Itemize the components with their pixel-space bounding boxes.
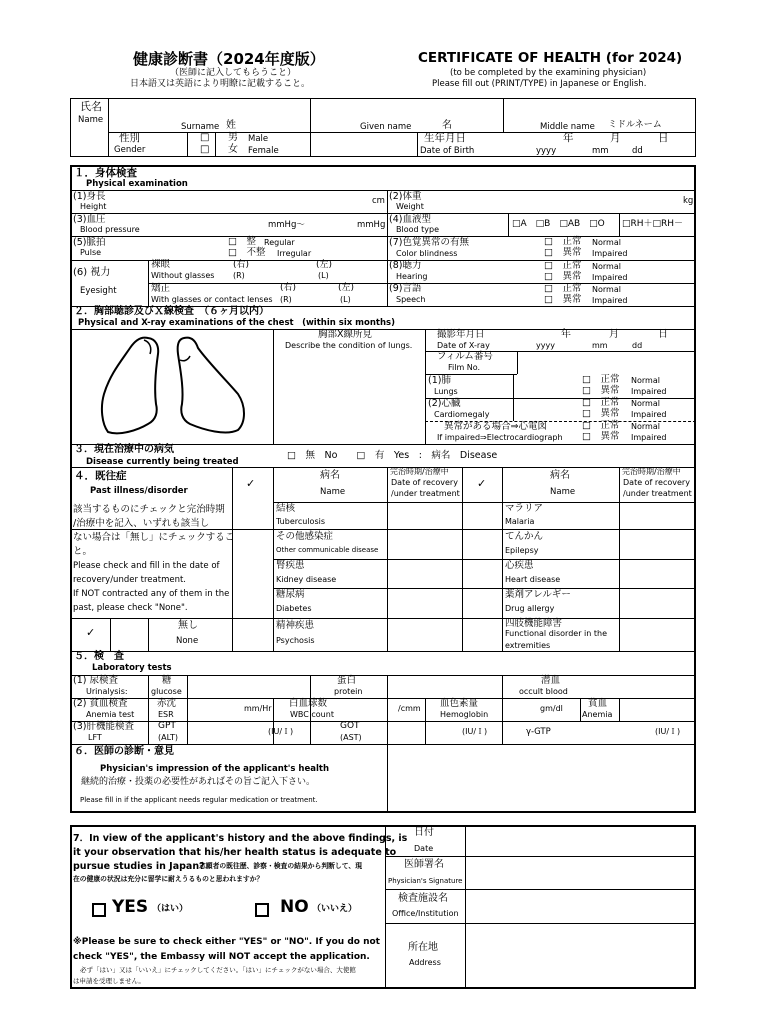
middle-name-label-jp: ミドルネーム [608, 120, 662, 130]
instructions-line: ない場合は「無し」にチェックするこ [73, 532, 235, 543]
height-label-en: Height [80, 202, 107, 211]
eligibility-question-line: pursue studies in Japan? [73, 861, 205, 872]
disease-right-jp: 薬剤アレルギー [505, 589, 571, 600]
anemia-label-en: Anemia [582, 710, 613, 719]
disease-header-left: 病名 [320, 470, 340, 481]
instructions-line: past, please check "None". [73, 603, 188, 613]
date-label: 日付 [414, 827, 434, 838]
film-no-label: フィルム番号 [437, 351, 493, 362]
disease-left-en: Kidney disease [276, 575, 337, 584]
color-normal-option[interactable]: □ 正常 [544, 236, 582, 247]
lungs-label-en: Lungs [434, 387, 458, 396]
xray-month-label: 月 [609, 329, 619, 340]
dob-label-en: Date of Birth [420, 146, 475, 156]
name-label: 氏名 [80, 100, 102, 113]
none-check-mark[interactable]: ✓ [86, 626, 96, 639]
section1-title: １．身体検査 [74, 167, 137, 179]
recovery-header-left-en1: Date of recovery [391, 478, 458, 487]
ecg-impaired-label: Impaired [631, 433, 667, 442]
corr-left-label: (左) [338, 283, 355, 293]
speech-normal-label: Normal [592, 285, 621, 294]
ggtp-label: γ-GTP [526, 727, 551, 737]
glucose-label: 糖 [162, 675, 172, 686]
recovery-header-right-en2: /under treatment [623, 489, 692, 498]
en-subtitle: (to be completed by the examining physician) [450, 68, 647, 78]
gpt-label: GPT [158, 721, 176, 731]
jp-title: 健康診断書（2024年度版） [133, 50, 325, 68]
recovery-header-right-en1: Date of recovery [623, 478, 690, 487]
xray-mm: mm [592, 341, 608, 350]
warning-line: ※Please be sure to check either "YES" or "NO". If you do not [73, 937, 380, 947]
office-label: 検査施設名 [398, 893, 448, 904]
surname-label: Surname [181, 122, 220, 132]
naked-left-label: (左) [316, 260, 333, 270]
gpt-label-en: (ALT) [158, 733, 178, 742]
disease-right-jp: 四肢機能障害 [505, 618, 563, 629]
disease-right-en: Epilepsy [505, 546, 539, 555]
wbc-label: 白血球数 [289, 698, 328, 709]
disease-right-en: extremities [505, 641, 551, 650]
dob-month-label: 月 [610, 132, 621, 144]
dob-label: 生年月日 [424, 132, 466, 144]
section3-title-en: Disease currently being treated [86, 457, 239, 467]
height-unit: cm [372, 196, 385, 206]
none-label: 無し [178, 620, 198, 631]
check-header-right: ✓ [477, 477, 487, 490]
heart-label: (2)心臓 [428, 398, 461, 409]
corrected-label-en: With glasses or contact lenses [151, 295, 273, 304]
given-name-label: Given name [360, 122, 412, 132]
left-lung-icon [178, 338, 244, 433]
date-label-en: Date [414, 844, 434, 853]
disease-right-jp: てんかん [505, 531, 544, 542]
instructions-line: If NOT contracted any of them in the [73, 589, 230, 599]
gender-label: 性別 [119, 132, 140, 144]
lungs-label: (1)肺 [428, 375, 451, 386]
heart-label-en: Cardiomegaly [434, 410, 490, 419]
dob-yyyy: yyyy [536, 146, 557, 156]
ecg-impaired-option[interactable]: □ 異常 [582, 431, 620, 442]
office-label-en: Office/Institution [392, 909, 459, 918]
got-label-en: (AST) [340, 733, 362, 742]
section4-title-en: Past illness/disorder [90, 486, 188, 496]
recovery-header-right: 完治時期/治療中 [622, 467, 681, 476]
pulse-irregular-option[interactable]: □ 不整 [228, 247, 266, 258]
warning-line: check "YES", the Embassy will NOT accept the application. [73, 952, 370, 962]
disease-header-right-en: Name [550, 487, 576, 497]
esr-label-en: ESR [158, 710, 174, 719]
en-instruction: Please fill out (PRINT/TYPE) in Japanese or English. [432, 79, 647, 89]
heart-impaired-option[interactable]: □ 異常 [582, 408, 620, 419]
color-blind-label-en: Color blindness [396, 249, 458, 258]
disease-left-en: Other communicable disease [276, 546, 379, 554]
yes-label-jp: （はい） [152, 904, 189, 914]
section5-title: ５．検 査 [74, 651, 124, 662]
blood-type-label-en: Blood type [396, 225, 439, 234]
disease-right-jp: 心疾患 [505, 560, 534, 571]
naked-eye-label-en: Without glasses [151, 271, 215, 280]
ecg-normal-label: Normal [631, 422, 660, 431]
surname-label-jp: 姓 [226, 120, 236, 131]
corr-right-label: (右) [280, 283, 297, 293]
corr-left-en: (L) [340, 295, 351, 304]
lungs-impaired-option[interactable]: □ 異常 [582, 385, 620, 396]
anemia-label: 貧血 [588, 698, 608, 709]
naked-left-en: (L) [318, 271, 329, 280]
disease-right-en: Heart disease [505, 575, 561, 584]
weight-unit: kg [683, 196, 694, 206]
bp-unit: mmHg [357, 220, 386, 230]
vision-label-en: Eyesight [80, 286, 117, 296]
hemoglobin-unit: gm/dl [540, 704, 563, 713]
height-label: (1)身長 [73, 191, 106, 202]
section2-title-en: Physical and X-ray examinations of the chest (within six months) [78, 318, 395, 328]
naked-eye-label: 裸眼 [151, 259, 171, 270]
disease-right-en: Malaria [505, 517, 535, 526]
pulse-label-en: Pulse [80, 248, 102, 257]
anemia-test-label-en: Anemia test [86, 710, 135, 719]
wbc-label-en: WBC count [290, 710, 334, 719]
section5-title-en: Laboratory tests [92, 663, 172, 673]
naked-right-label: (右) [233, 260, 250, 270]
warning-line-jp: は申請を受理しません。 [73, 977, 145, 985]
no-checkbox[interactable] [255, 903, 269, 917]
glucose-label-en: glucose [151, 687, 182, 696]
middle-name-label: Middle name [540, 122, 595, 132]
female-label-en: Female [248, 146, 279, 156]
hearing-label-en: Hearing [396, 272, 428, 281]
section6-title: ６．医師の診断・意見 [74, 746, 174, 757]
section4-title: ４．既往症 [74, 470, 127, 482]
lungs-impaired-label: Impaired [631, 387, 667, 396]
jp-subtitle: （医師に記入してもらうこと） [170, 68, 297, 78]
instructions-line: と。 [73, 546, 93, 557]
esr-unit: mm/Hr [244, 704, 272, 713]
section6-title-en: Physician's impression of the applicant's health [100, 764, 330, 774]
dob-year-label: 年 [563, 132, 574, 144]
color-normal-label: Normal [592, 238, 621, 247]
disease-left-en: Tuberculosis [276, 517, 325, 526]
gpt-unit: (IU/Ｉ) [268, 727, 294, 736]
weight-label: (2)体重 [389, 191, 422, 202]
disease-right-en: Drug allergy [505, 604, 555, 613]
given-name-label-jp: 名 [442, 120, 452, 131]
signature-label: 医師署名 [404, 859, 444, 870]
gender-label-en: Gender [114, 145, 146, 155]
section6-instruction-en: Please fill in if the applicant needs regular medication or treatment. [80, 796, 318, 804]
xray-date-label: 撮影年月日 [437, 329, 485, 340]
address-label-en: Address [409, 958, 441, 967]
color-impaired-label: Impaired [592, 249, 628, 258]
got-unit: (IU/Ｉ) [462, 727, 488, 736]
xray-date-label-en: Date of X-ray [437, 341, 490, 350]
instructions-line: recovery/under treatment. [73, 575, 186, 585]
xray-year-label: 年 [561, 329, 571, 340]
yes-label: YES [112, 897, 149, 917]
anemia-test-label: (2) 貧血検査 [73, 698, 128, 709]
eligibility-question-jp: 志願者の既往歴、診察・検査の結果から判断して、現 [199, 862, 362, 870]
disease-right-en: Functional disorder in the [505, 629, 608, 638]
male-label: 男 [228, 132, 238, 143]
heart-impaired-label: Impaired [631, 410, 667, 419]
wbc-unit: /cmm [398, 704, 421, 713]
male-label-en: Male [248, 134, 269, 144]
speech-impaired-label: Impaired [592, 296, 628, 305]
hemoglobin-label: 血色素量 [440, 698, 479, 709]
disease-left-jp: 腎疾患 [276, 560, 305, 571]
rh-options[interactable]: □RH＋□RH－ [622, 219, 684, 229]
pulse-irregular-label: Irregular [277, 249, 312, 258]
disease-left-en: Psychosis [276, 636, 315, 645]
eligibility-question-jp: 在の健康の状況は充分に留学に耐えうるものと思われますか？ [73, 875, 264, 883]
section1-title-en: Physical examination [86, 179, 188, 189]
hearing-normal-option[interactable]: □ 正常 [544, 260, 582, 271]
disease-header-left-en: Name [320, 487, 346, 497]
xray-findings-label: 胸部X線所見 [318, 329, 373, 340]
occult-label: 潜血 [541, 675, 561, 686]
urinalysis-label-en: Urinalysis: [86, 687, 128, 696]
hearing-impaired-label: Impaired [592, 273, 628, 282]
no-label-jp: （いいえ） [312, 904, 358, 914]
bp-label-en: Blood pressure [80, 225, 140, 234]
blood-type-label: (4)血液型 [389, 214, 431, 225]
en-title: CERTIFICATE OF HEALTH (for 2024) [418, 50, 683, 66]
lungs-diagram [100, 334, 250, 440]
instructions-line: Please check and fill in the date of [73, 561, 220, 571]
naked-right-en: (R) [233, 271, 245, 280]
female-checkbox[interactable]: □ [200, 144, 210, 155]
hearing-label: (8)聴力 [389, 260, 422, 271]
pulse-regular-option[interactable]: □ 整 [228, 236, 256, 247]
lft-label-en: LFT [88, 733, 102, 742]
blood-type-options[interactable]: □A □B □AB □O [512, 219, 605, 229]
esr-label: 赤沈 [157, 698, 177, 709]
xray-findings-label-en: Describe the condition of lungs. [285, 341, 413, 350]
protein-label-en: protein [334, 687, 363, 696]
heart-normal-option[interactable]: □ 正常 [582, 397, 620, 408]
urinalysis-label: (1) 尿検査 [73, 675, 118, 686]
ecg-label-en: If impaired⇒Electrocardiograph [437, 433, 563, 442]
ecg-normal-option[interactable]: □ 正常 [582, 420, 620, 431]
corr-right-en: (R) [280, 295, 292, 304]
bp-label: (3)血圧 [73, 214, 106, 225]
disease-left-en: Diabetes [276, 604, 312, 613]
disease-left-jp: その他感染症 [276, 531, 334, 542]
speech-label-en: Speech [396, 295, 426, 304]
eligibility-question-line: 7．In view of the applicant's history and the above findings, is [73, 833, 408, 844]
film-no-label-en: Film No. [448, 363, 481, 372]
instructions-line: 該当するものにチェックと完治時期 [73, 504, 225, 515]
bp-unit-range: mmHg～ [268, 220, 305, 230]
address-label: 所在地 [408, 942, 438, 953]
pulse-label: (5)脈拍 [73, 237, 106, 248]
got-label: GOT [340, 721, 360, 731]
lungs-normal-label: Normal [631, 376, 660, 385]
lft-label: (3)肝機能検査 [73, 721, 134, 732]
hearing-impaired-option[interactable]: □ 異常 [544, 271, 582, 282]
dob-dd: dd [632, 146, 643, 156]
pulse-regular-label: Regular [264, 238, 295, 247]
recovery-header-left: 完治時期/治療中 [390, 467, 449, 476]
no-label: NO [280, 897, 309, 917]
occult-label-en: occult blood [519, 687, 568, 696]
disease-left-jp: 結核 [276, 503, 296, 514]
current-disease-options[interactable]: □ 無 No □ 有 Yes : 病名 Disease [287, 450, 498, 461]
corrected-label: 矯正 [151, 283, 171, 294]
check-header-left: ✓ [246, 477, 256, 490]
speech-normal-option[interactable]: □ 正常 [544, 283, 582, 294]
speech-impaired-option[interactable]: □ 異常 [544, 294, 582, 305]
speech-label: (9)言語 [389, 283, 422, 294]
hemoglobin-label-en: Hemoglobin [440, 710, 489, 719]
section6-instruction-jp: 継続的治療・投薬の必要性があればその旨ご記入下さい。 [81, 777, 316, 787]
female-label: 女 [228, 144, 238, 155]
section3-title: ３．現在治療中の病気 [74, 444, 174, 455]
dob-mm: mm [592, 146, 609, 156]
xray-day-label: 日 [658, 329, 668, 340]
vision-label: (6) 視力 [73, 267, 111, 278]
ggtp-unit: (IU/Ｉ) [655, 727, 681, 736]
eligibility-question-line: it your observation that his/her health status is adequate to [73, 847, 397, 858]
disease-left-jp: 精神疾患 [276, 620, 315, 631]
disease-left-jp: 糖尿病 [276, 589, 305, 600]
warning-line-jp: 必ず「はい」又は「いいえ」にチェックしてください。「はい」にチェックがない場合、大使館 [80, 966, 356, 974]
none-label-en: None [176, 636, 199, 646]
signature-label-en: Physician's Signature [388, 877, 463, 885]
instructions-line: /治療中を記入、いずれも該当し [73, 518, 210, 529]
dob-day-label: 日 [658, 132, 669, 144]
color-blind-label: (7)色覚異常の有無 [389, 237, 469, 248]
disease-header-right: 病名 [550, 470, 570, 481]
color-impaired-option[interactable]: □ 異常 [544, 247, 582, 258]
ecg-label: 異常がある場合⇒心電図 [444, 421, 547, 432]
right-lung-icon [102, 338, 158, 434]
xray-yyyy: yyyy [536, 341, 555, 350]
hearing-normal-label: Normal [592, 262, 621, 271]
protein-label: 蛋白 [337, 675, 357, 686]
yes-checkbox[interactable] [92, 903, 106, 917]
recovery-header-left-en2: /under treatment [391, 489, 460, 498]
lungs-normal-option[interactable]: □ 正常 [582, 374, 620, 385]
heart-normal-label: Normal [631, 399, 660, 408]
disease-right-jp: マラリア [505, 503, 544, 514]
male-checkbox[interactable]: □ [200, 132, 210, 143]
xray-dd: dd [632, 341, 643, 350]
weight-label-en: Weight [396, 202, 424, 211]
jp-instruction: 日本語又は英語により明瞭に記載すること。 [130, 79, 311, 89]
name-label-en: Name [78, 115, 104, 125]
section2-title: ２．胸部聴診及びＸ線検査 （６ヶ月以内） [74, 306, 269, 317]
